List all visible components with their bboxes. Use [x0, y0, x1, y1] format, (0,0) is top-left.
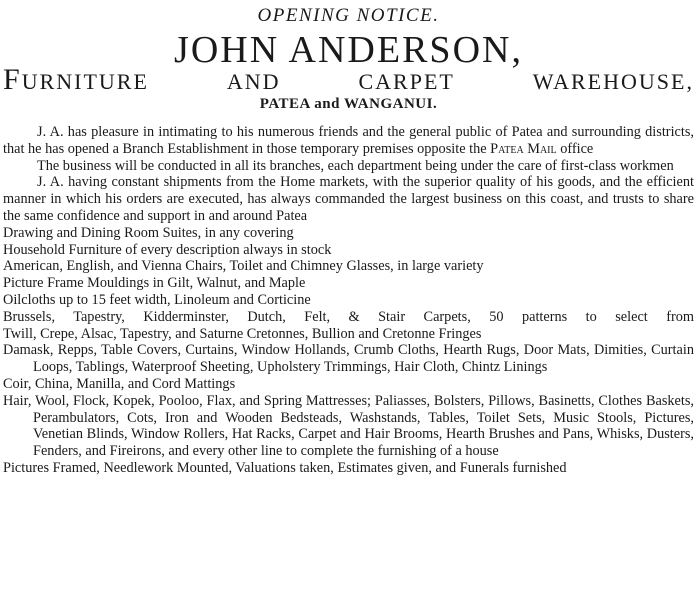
list-item: Pictures Framed, Needlework Mounted, Valuations taken, Estimates given, and Funerals furnished	[3, 459, 567, 476]
paragraph-business	[3, 158, 694, 175]
list-item: Brussels, Tapestry, Kidderminster, Dutch, Felt, & Stair Carpets, 50 patterns to select from	[3, 308, 694, 325]
paragraph-text: The business will be conducted in all its branches, each department being under the care of first-class workmen	[37, 157, 674, 174]
list-item: Twill, Crepe, Alsac, Tapestry, and Saturne Cretonnes, Bullion and Cretonne Fringes	[3, 325, 482, 342]
paragraph-text-end: office	[556, 140, 594, 157]
proprietor-name: JOHN ANDERSON,	[174, 29, 523, 71]
warehouse-word-furniture: FURNITURE	[3, 63, 149, 96]
newspaper-name: Patea Mail	[490, 140, 557, 157]
advertisement	[0, 4, 700, 608]
list-item: Drawing and Dining Room Suites, in any covering	[3, 224, 294, 241]
paragraph-branch-opening	[3, 124, 694, 158]
list-item: Household Furniture of every description always in stock	[3, 241, 332, 258]
towns-line: PATEA and WANGANUI.	[259, 96, 438, 112]
initial-capital: F	[3, 63, 22, 96]
list-item: American, English, and Vienna Chairs, Toilet and Chimney Glasses, in large variety	[3, 258, 484, 275]
warehouse-word-carpet: CARPET	[358, 69, 455, 94]
list-item: Coir, China, Manilla, and Cord Mattings	[3, 375, 236, 392]
opening-notice-heading: OPENING NOTICE.	[257, 5, 440, 26]
notice-body	[3, 124, 694, 477]
paragraph-text: J. A. has pleasure in intimating to his numerous friends and the general public of Patea and surrounding districts, that he has opened a Branch Establishment in those temporary premises opposite the	[3, 124, 694, 157]
paragraph-text: J. A. having constant shipments from the Home markets, with the superior quality of his goods, and the efficient manner in which his orders are executed, has always commanded the largest business on this coast, and trusts to share the same confidence and support in and around Patea	[3, 174, 694, 224]
list-item: Damask, Repps, Table Covers, Curtains, Window Hollands, Crumb Cloths, Hearth Rugs, Door Mats, Dimities, Curtain Loops, Tablings, Waterproof Sheeting, Upholstery Trimmings, Hair Cloth, Chintz Linings	[3, 342, 694, 376]
paragraph-shipments	[3, 174, 694, 224]
list-item: Picture Frame Mouldings in Gilt, Walnut, and Maple	[3, 275, 306, 292]
warehouse-heading	[3, 63, 694, 96]
warehouse-word-and: AND	[226, 69, 281, 94]
list-item: Hair, Wool, Flock, Kopek, Pooloo, Flax, and Spring Mattresses; Paliasses, Bolsters, Pillows, Basinetts, Clothes Baskets, Perambulators, Cots, Iron and Wooden Bedsteads, Washstands, Tables, Toilet Sets, Music Stools, Pictures, Venetian Blinds, Window Rollers, Hat Racks, Carpet and Hair Brooms, Hearth Brushes and Pans, Whisks, Dusters, Fenders, and Fireirons, and every other line to complete the furnishing of a house	[3, 392, 694, 460]
list-item: Oilcloths up to 15 feet width, Linoleum and Corticine	[3, 291, 311, 308]
warehouse-word-warehouse: WAREHOUSE,	[532, 69, 694, 94]
